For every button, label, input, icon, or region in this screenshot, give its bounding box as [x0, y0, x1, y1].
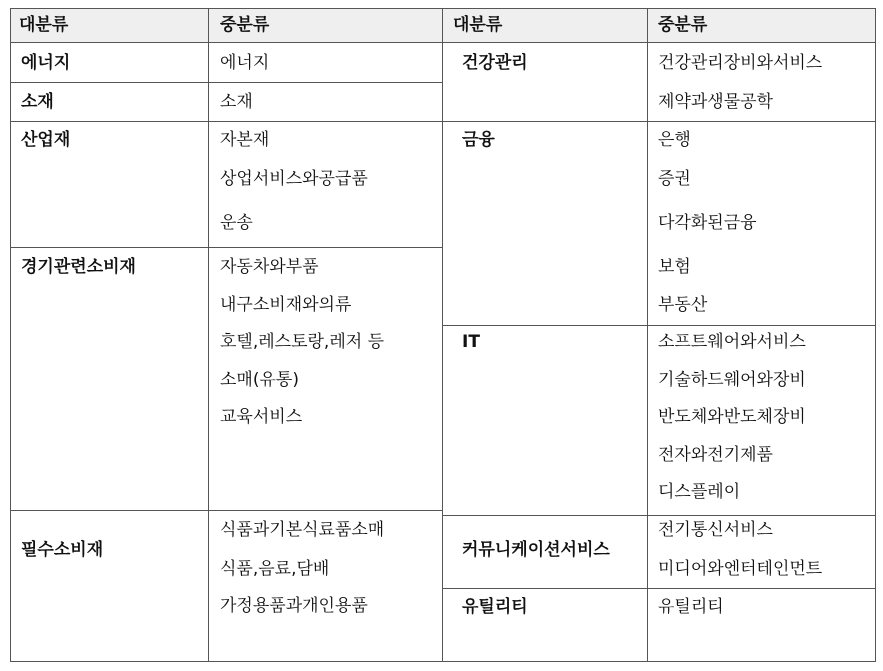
row-divider	[10, 510, 442, 511]
major-category: 산업재	[21, 130, 71, 150]
row-divider	[442, 515, 876, 516]
sub-category: 증권	[658, 169, 691, 189]
major-category: 건강관리	[462, 53, 528, 73]
row-divider	[10, 121, 442, 122]
major-category: 금융	[462, 130, 495, 150]
sub-category: 에너지	[220, 53, 270, 73]
column-divider	[442, 8, 443, 662]
sub-category: 디스플레이	[658, 482, 741, 502]
sub-category: 상업서비스와공급품	[220, 169, 368, 189]
major-category: 필수소비재	[21, 540, 104, 560]
header-major-right: 대분류	[453, 15, 503, 35]
sub-category: 식품,음료,담배	[220, 559, 330, 579]
header-mid-right: 중분류	[658, 15, 708, 35]
major-category: IT	[462, 332, 480, 352]
major-category: 경기관련소비재	[21, 257, 136, 277]
sub-category: 보험	[658, 257, 691, 277]
sector-classification-table	[10, 8, 876, 662]
major-category: 에너지	[21, 53, 71, 73]
sub-category: 전자와전기제품	[658, 445, 773, 465]
major-category: 유틸리티	[462, 597, 528, 617]
table-border-right	[875, 8, 876, 662]
sub-category: 제약과생물공학	[658, 92, 773, 112]
header-mid-left: 중분류	[220, 15, 270, 35]
row-divider	[442, 121, 876, 122]
sub-category: 반도체와반도체장비	[658, 407, 806, 427]
table-border-bottom	[10, 661, 876, 662]
sub-category: 소재	[220, 92, 253, 112]
sub-category: 자동차와부품	[220, 257, 319, 277]
major-category: 소재	[21, 92, 54, 112]
sub-category: 자본재	[220, 130, 270, 150]
sub-category: 전기통신서비스	[658, 520, 773, 540]
sub-category: 호텔,레스토랑,레저 등	[220, 332, 385, 352]
sub-category: 내구소비재와의류	[220, 295, 352, 315]
column-divider	[208, 8, 209, 662]
sub-category: 유틸리티	[658, 597, 724, 617]
header-background	[10, 8, 876, 42]
sub-category: 건강관리장비와서비스	[658, 53, 823, 73]
row-divider	[442, 588, 876, 589]
row-divider	[10, 82, 442, 83]
sub-category: 가정용품과개인용품	[220, 596, 368, 616]
sub-category: 미디어와엔터테인먼트	[658, 559, 823, 579]
major-category: 커뮤니케이션서비스	[462, 540, 610, 560]
sub-category: 운송	[220, 213, 253, 233]
sub-category: 다각화된금융	[658, 213, 757, 233]
table-border-left	[10, 8, 11, 662]
column-divider	[647, 8, 648, 662]
sub-category: 소프트웨어와서비스	[658, 332, 806, 352]
header-major-left: 대분류	[19, 15, 69, 35]
sub-category: 부동산	[658, 295, 708, 315]
sub-category: 은행	[658, 130, 691, 150]
row-divider	[442, 325, 876, 326]
sub-category: 식품과기본식료품소매	[220, 520, 385, 540]
row-divider	[10, 247, 442, 248]
sub-category: 소매(유통)	[220, 370, 299, 390]
sub-category: 교육서비스	[220, 407, 303, 427]
table-border-top	[10, 8, 876, 9]
header-bottom-rule	[10, 42, 876, 43]
sub-category: 기술하드웨어와장비	[658, 370, 806, 390]
